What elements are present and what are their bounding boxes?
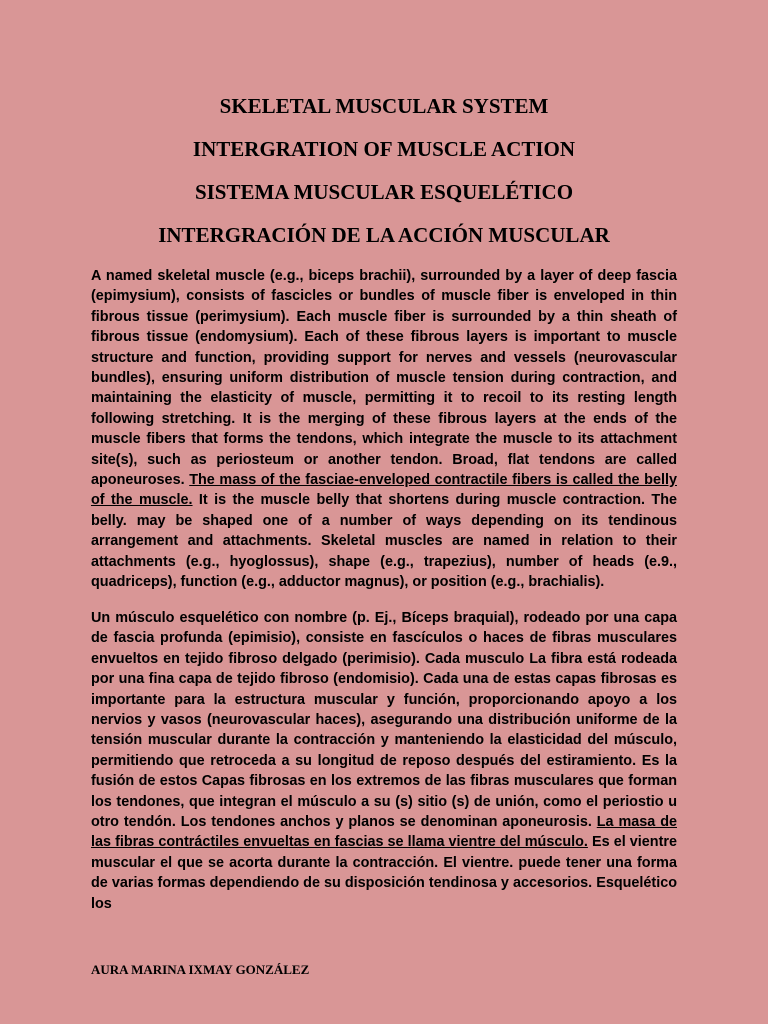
- paragraph-english-text-1: A named skeletal muscle (e.g., biceps brachii), surrounded by a layer of deep fascia (epimysium), consists of fascicles or bundles of muscle fiber is enveloped in thin fibrous tissue (perimysium). Each muscle fiber is surrounded by a thin sheath of fibrous tissue (endomysium). Each of these fibrous layers is important to muscle structure and function, providing support for nerves and vessels (neurovascular bundles), ensuring uniform distribution of muscle tension during contraction, and maintaining the elasticity of muscle, permitting it to recoil to its resting length following stretching. It is the merging of these fibrous layers at the ends of the muscle fibers that forms the tendons, which integrate the muscle to its attachment site(s), such as periosteum or another tendon. Broad, flat tendons are called aponeuroses.: [91, 268, 677, 489]
- subtitle-spanish: INTERGRACIÓN DE LA ACCIÓN MUSCULAR: [158, 223, 610, 247]
- paragraph-spanish: [91, 608, 677, 914]
- paragraph-spanish-underlined: La masa de las fibras contráctiles envueltas en fascias se llama vientre del músculo.: [91, 814, 677, 851]
- paragraph-spanish-text-2: Es el vientre muscular el que se acorta durante la contracción. El vientre. puede tener una forma de varias formas dependiendo de su disposición tendinosa y accesorios. Esquelético los: [91, 834, 677, 912]
- paragraph-spanish-text-1: Un músculo esquelético con nombre (p. Ej., Bíceps braquial), rodeado por una capa de fascia profunda (epimisio), consiste en fascículos o haces de fibras musculares envueltos en tejido fibroso delgado (perimisio). Cada musculo La fibra está rodeada por una fina capa de tejido fibroso (endomisio). Cada una de estas capas fibrosas es importante para la estructura muscular y función, proporcionando apoyo a los nervios y vasos (neurovascular haces), asegurando una distribución uniforme de la tensión muscular durante la contracción y manteniendo la elasticidad del músculo, permitiendo que retroceda a su longitud de reposo después del estiramiento. Es la fusión de estos Capas fibrosas en los extremos de las fibras musculares que forman los tendones, que integran el músculo a su (s) sitio (s) de unión, como el periostio u otro tendón. Los tendones anchos y planos se denominan aponeurosis.: [91, 610, 677, 831]
- paragraph-english-underlined: The mass of the fasciae-enveloped contractile fibers is called the belly of the muscle.: [91, 472, 677, 509]
- title-english: SKELETAL MUSCULAR SYSTEM: [219, 94, 549, 118]
- author-name: AURA MARINA IXMAY GONZÁLEZ: [91, 962, 310, 977]
- subtitle-english: INTERGRATION OF MUSCLE ACTION: [192, 137, 576, 161]
- paragraph-english-text-2: It is the muscle belly that shortens during muscle contraction. The belly. may be shaped one of a number of ways depending on its tendinous arrangement and attachments. Skeletal muscles are named in relation to their attachments (e.g., hyoglossus), shape (e.g., trapezius), number of heads (e.9., quadriceps), function (e.g., adductor magnus), or position (e.g., brachialis).: [91, 492, 677, 591]
- paragraph-english: [91, 266, 677, 593]
- title-block: [0, 92, 768, 264]
- title-spanish: SISTEMA MUSCULAR ESQUELÉTICO: [194, 180, 574, 204]
